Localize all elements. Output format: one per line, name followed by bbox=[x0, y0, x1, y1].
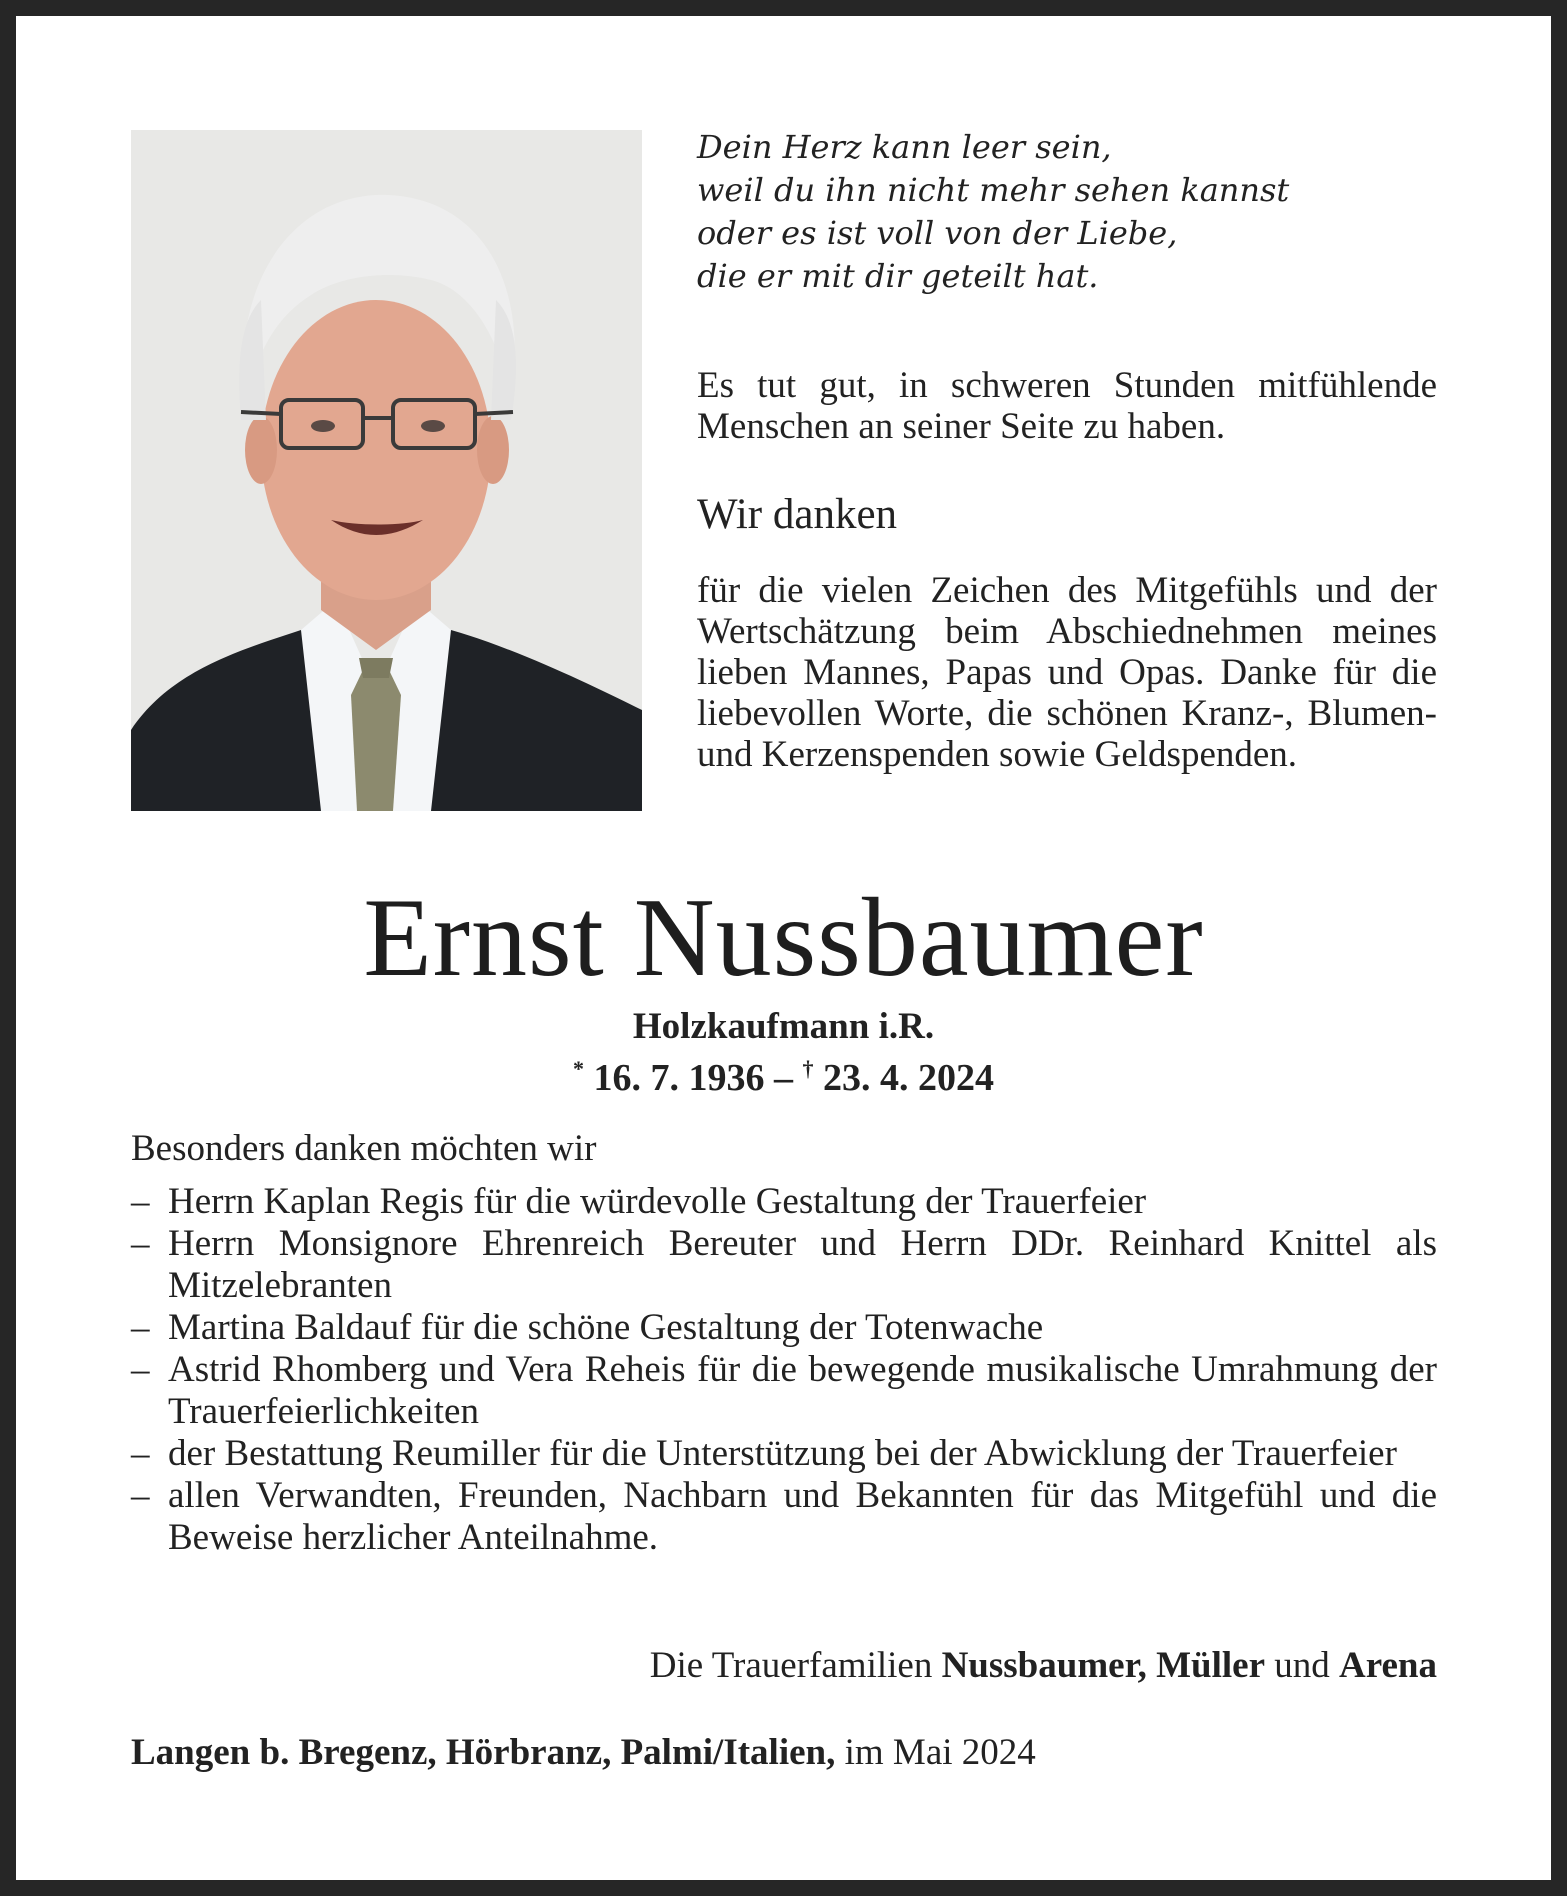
special-thanks-intro: Besonders danken möchten wir bbox=[131, 1128, 597, 1169]
dash-bullet: – bbox=[131, 1307, 150, 1348]
list-item-text: Herrn Kaplan Regis für die würdevolle Gestaltung der Trauerfeier bbox=[168, 1181, 1147, 1222]
list-item bbox=[131, 1475, 1437, 1559]
list-item bbox=[131, 1349, 1437, 1433]
signature-conjunction: und bbox=[1274, 1645, 1330, 1686]
family-signature bbox=[650, 1644, 1437, 1688]
list-item-text: der Bestattung Reumiller für die Unterstützung bei der Abwicklung der Trauerfeier bbox=[168, 1433, 1397, 1474]
list-item bbox=[131, 1223, 1437, 1307]
list-item bbox=[131, 1181, 1437, 1223]
family-names-1: Nussbaumer, Müller bbox=[941, 1645, 1266, 1686]
deceased-name: Ernst Nussbaumer bbox=[363, 876, 1204, 1000]
family-names-2: Arena bbox=[1339, 1645, 1437, 1686]
dash-bullet: – bbox=[131, 1433, 150, 1474]
place-and-date bbox=[131, 1731, 1036, 1775]
comfort-text: Es tut gut, in schweren Stunden mitfühlende Menschen an seiner Seite zu haben. bbox=[697, 365, 1437, 447]
signature-prefix: Die Trauerfamilien bbox=[649, 1645, 933, 1686]
poem-line: oder es ist voll von der Liebe, bbox=[697, 214, 1178, 252]
deceased-profession: Holzkaufmann i.R. bbox=[632, 1006, 935, 1047]
memorial-poem bbox=[697, 126, 1437, 298]
list-item-text: Martina Baldauf für die schöne Gestaltung der Totenwache bbox=[168, 1307, 1044, 1348]
portrait-photo bbox=[131, 130, 642, 811]
death-date: 23. 4. 2024 bbox=[823, 1057, 994, 1099]
life-dates bbox=[0, 1046, 1567, 1101]
dash-bullet: – bbox=[131, 1181, 150, 1222]
thanks-paragraph: für die vielen Zeichen des Mitgefühls und der Wertschätzung beim Abschiednehmen meines lieben Mannes, Papas und Opas. Danke für die liebevollen Worte, die schönen Kranz-, Blumen- und Kerzenspenden sowie Geldspenden. bbox=[697, 570, 1437, 775]
dash-bullet: – bbox=[131, 1475, 150, 1516]
poem-line: die er mit dir geteilt hat. bbox=[697, 257, 1099, 295]
birth-date: 16. 7. 1936 bbox=[593, 1057, 765, 1099]
death-symbol: † bbox=[802, 1056, 814, 1081]
poem-line: Dein Herz kann leer sein, bbox=[697, 128, 1112, 166]
dash-bullet: – bbox=[131, 1223, 150, 1264]
list-item bbox=[131, 1307, 1437, 1349]
locations: Langen b. Bregenz, Hörbranz, Palmi/Italien, bbox=[131, 1732, 836, 1773]
list-item bbox=[131, 1433, 1437, 1475]
list-item-text: Herrn Monsignore Ehrenreich Bereuter und Herrn DDr. Reinhard Knittel als Mitzelebranten bbox=[168, 1223, 1437, 1306]
list-item-text: allen Verwandten, Freunden, Nachbarn und Bekannten für das Mitgefühl und die Beweise herzlicher Anteilnahme. bbox=[168, 1475, 1437, 1558]
list-item-text: Astrid Rhomberg und Vera Reheis für die bewegende musikalische Umrahmung der Trauerfeierlichkeiten bbox=[168, 1349, 1437, 1432]
dash-bullet: – bbox=[131, 1349, 150, 1390]
notice-date: im Mai 2024 bbox=[844, 1732, 1036, 1773]
special-thanks-list bbox=[131, 1181, 1437, 1559]
birth-symbol: * bbox=[573, 1056, 584, 1081]
we-thank-heading: Wir danken bbox=[697, 491, 898, 538]
poem-line: weil du ihn nicht mehr sehen kannst bbox=[697, 171, 1290, 209]
date-separator: – bbox=[774, 1057, 793, 1099]
